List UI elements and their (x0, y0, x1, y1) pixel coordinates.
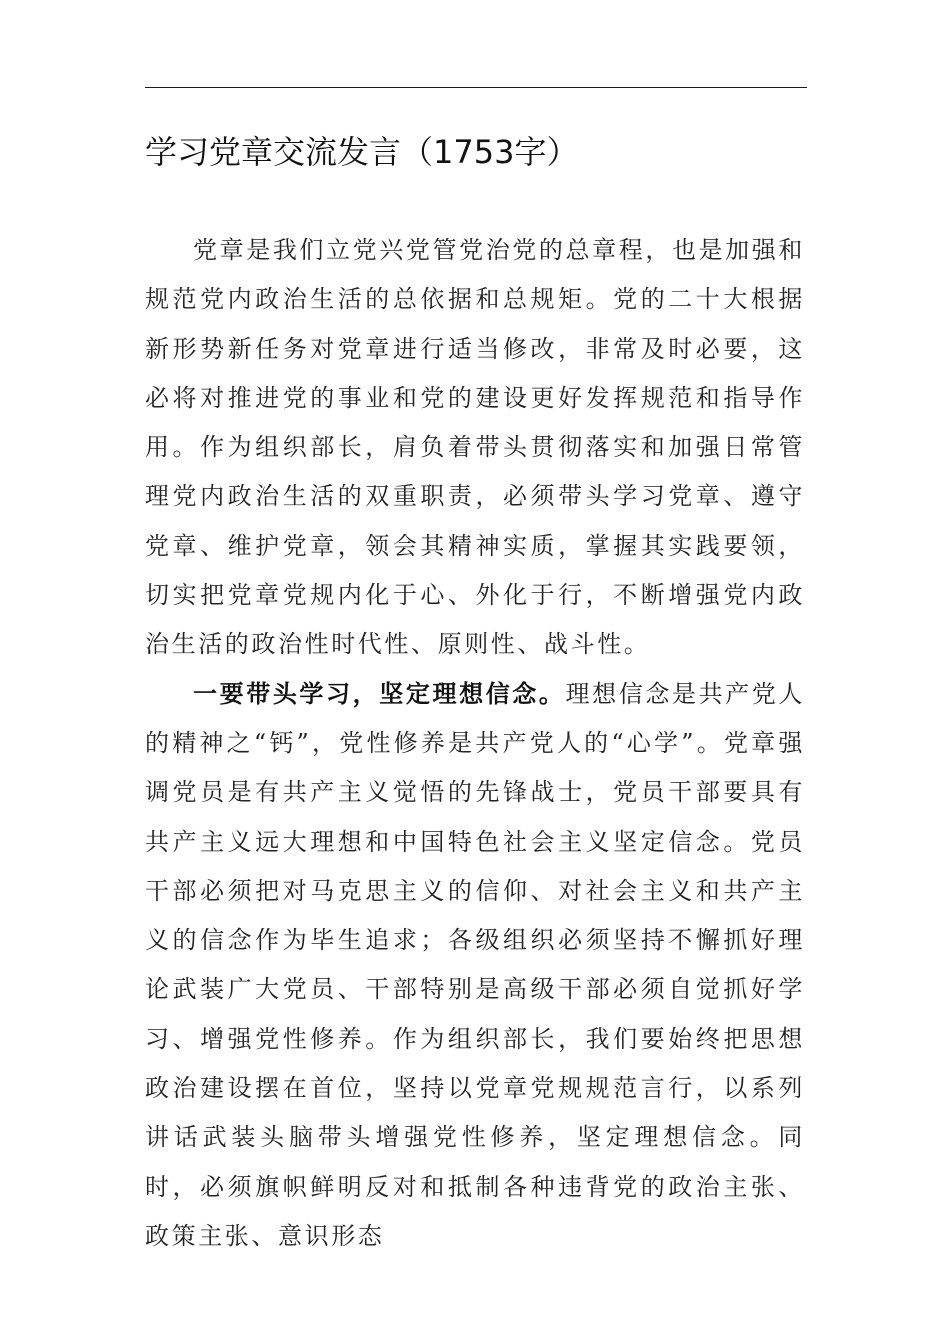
paragraph-point-one (145, 670, 805, 1262)
header-rule (145, 87, 807, 88)
paragraph-point-one-text: 理想信念是共产党人的精神之“钙”，党性修养是共产党人的“心学”。党章强调党员是有共产主义觉悟的先锋战士，党员干部要具有共产主义远大理想和中国特色社会主义坚定信念。党员干部必须把对马克思主义的信仰、对社会主义和共产主义的信念作为毕生追求；各级组织必须坚持不懈抓好理论武装广大党员、干部特别是高级干部必须自觉抓好学习、增强党性修养。作为组织部长，我们要始终把思想政治建设摆在首位，坚持以党章党规规范言行，以系列讲话武装头脑带头增强党性修养，坚定理想信念。同时，必须旗帜鲜明反对和抵制各种违背党的政治主张、政策主张、意识形态 (145, 679, 805, 1250)
document-title: 学习党章交流发言（1753字） (145, 133, 579, 171)
document-body (145, 226, 805, 1261)
paragraph-intro (145, 226, 805, 670)
paragraph-point-one-heading: 一要带头学习，坚定理想信念。 (193, 679, 566, 708)
paragraph-intro-text: 党章是我们立党兴党管党治党的总章程，也是加强和规范党内政治生活的总依据和总规矩。党的二十大根据新形势新任务对党章进行适当修改，非常及时必要，这必将对推进党的事业和党的建设更好发挥规范和指导作用。作为组织部长，肩负着带头贯彻落实和加强日常管理党内政治生活的双重职责，必须带头学习党章、遵守党章、维护党章，领会其精神实质，掌握其实践要领，切实把党章党规内化于心、外化于行，不断增强党内政治生活的政治性时代性、原则性、战斗性。 (145, 236, 805, 659)
